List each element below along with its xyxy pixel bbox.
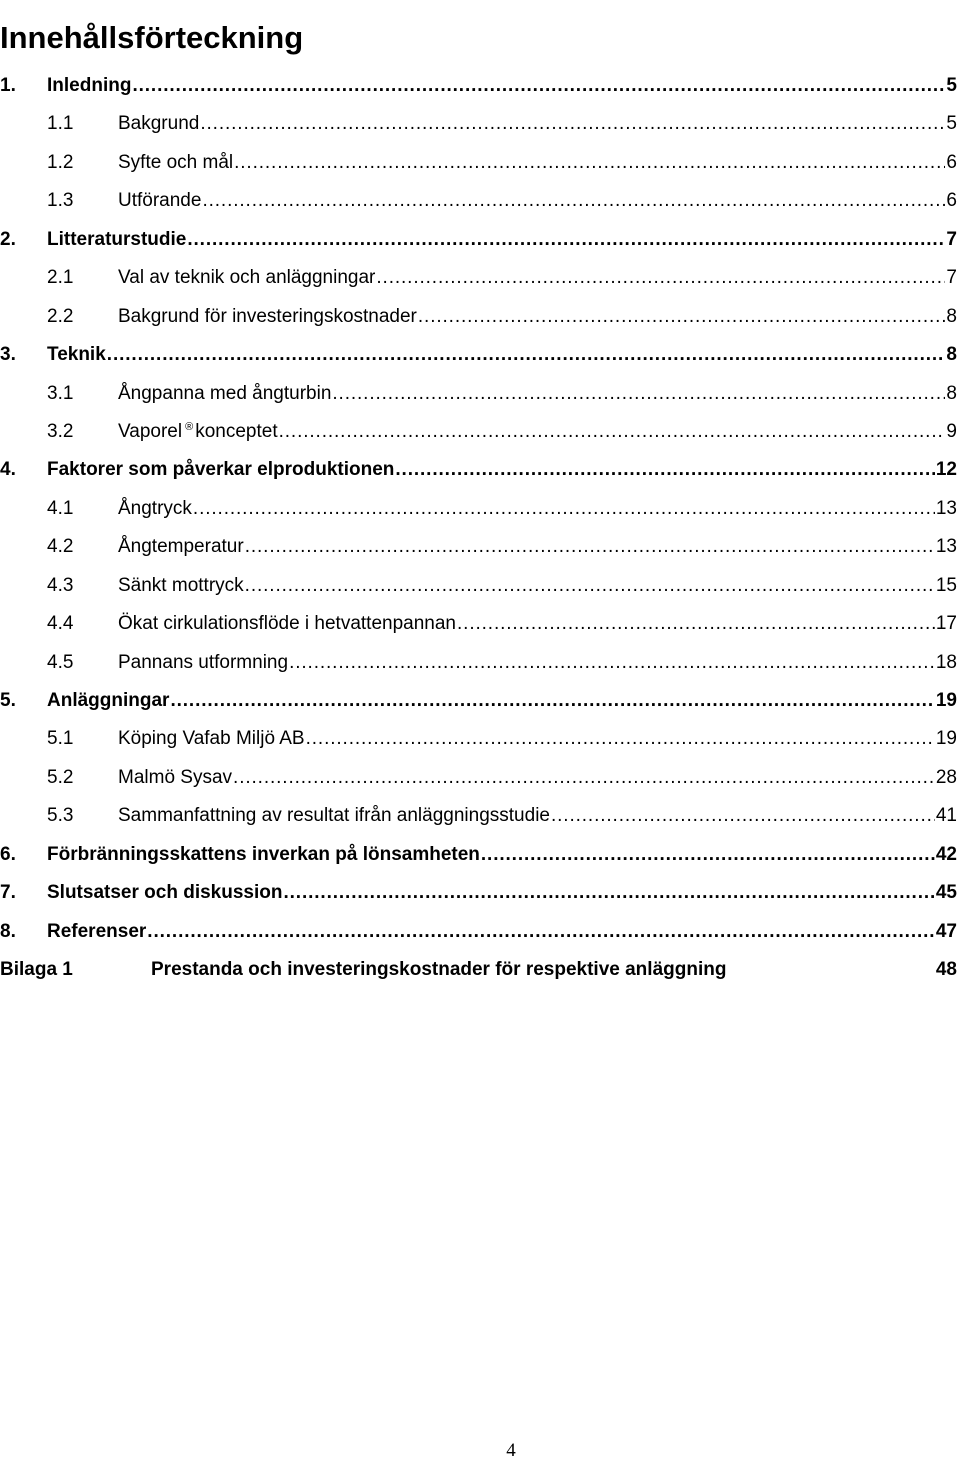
toc-entry-page-number: 7: [946, 228, 957, 250]
toc-section-entry[interactable]: [0, 644, 957, 682]
toc-entry-page-number: 12: [935, 459, 957, 481]
dot-leader: [170, 682, 934, 720]
toc-entry-number: 6.: [0, 843, 16, 865]
toc-entry-title-text: Slutsatser och diskussion: [47, 882, 283, 904]
toc-entry-title: [118, 413, 278, 451]
dot-leader: [245, 567, 935, 605]
dot-leader: [187, 221, 945, 259]
toc-entry-number: 8.: [0, 920, 16, 942]
toc-entry-page-number: 8: [946, 305, 957, 327]
dot-leader: [283, 874, 934, 912]
toc-entry-number: 4.2: [47, 536, 74, 558]
toc-section-entry[interactable]: [0, 605, 957, 643]
toc-section-entry[interactable]: [0, 298, 957, 336]
toc-section-entry[interactable]: [0, 567, 957, 605]
toc-entry-number: 2.1: [47, 267, 74, 289]
toc-entry-title-text: Sammanfattning av resultat ifrån anläggningsstudie: [118, 805, 550, 827]
toc-entry-page-number: 5: [946, 113, 957, 135]
toc-entry-page-number: 19: [935, 728, 957, 750]
toc-entry-title: [47, 682, 169, 720]
toc-chapter-entry[interactable]: [0, 67, 957, 105]
toc-entry-title: [118, 567, 244, 605]
toc-entry-number: 3.: [0, 344, 16, 366]
toc-entry-number: 4.3: [47, 574, 74, 596]
dot-leader: [289, 644, 935, 682]
toc-entry-title-text: Anläggningar: [47, 690, 170, 711]
toc-entry-number: 2.2: [47, 305, 74, 327]
toc-entry-page-number: 28: [935, 766, 957, 788]
toc-entry-title-text: Utförande: [118, 190, 202, 212]
dot-leader: [551, 797, 935, 835]
toc-entry-title: [118, 797, 550, 835]
toc-entry-number: 2.: [0, 228, 16, 250]
toc-section-entry[interactable]: [0, 528, 957, 566]
toc-entry-title-text: Syfte och mål: [118, 151, 234, 173]
toc-entry-page-number: 19: [935, 690, 957, 711]
toc-entry-title: [118, 259, 375, 297]
toc-entry-title: [47, 221, 186, 259]
toc-entry-page-number: 5: [946, 75, 957, 96]
table-of-contents: [0, 67, 957, 989]
toc-entry-title: [47, 913, 146, 951]
toc-section-entry[interactable]: [0, 413, 957, 451]
toc-entry-title: [118, 759, 232, 797]
dot-leader: [107, 336, 946, 374]
toc-entry-page-number: 6: [946, 190, 957, 212]
toc-entry-page-number: 9: [946, 420, 957, 442]
toc-entry-page-number: 47: [935, 920, 957, 942]
toc-section-entry[interactable]: [0, 375, 957, 413]
toc-entry-title-text: Vaporel: [118, 420, 183, 442]
toc-entry-number: 5.3: [47, 805, 74, 827]
toc-entry-title-text: Val av teknik och anläggningar: [118, 267, 376, 289]
toc-chapter-entry[interactable]: [0, 836, 957, 874]
dot-leader: [332, 375, 945, 413]
dot-leader: [132, 67, 945, 105]
toc-entry-title: [47, 874, 282, 912]
toc-entries: [0, 67, 957, 951]
toc-entry-title-text: Ångtryck: [118, 497, 192, 519]
toc-entry-title-text: Sänkt mottryck: [118, 574, 244, 596]
appendix-number: Bilaga 1: [0, 959, 73, 981]
toc-entry-title: [118, 605, 456, 643]
toc-entry-number: 7.: [0, 882, 16, 904]
dot-leader: [395, 451, 934, 489]
toc-chapter-entry[interactable]: [0, 874, 957, 912]
dot-leader: [200, 105, 945, 143]
toc-entry-page-number: 7: [946, 267, 957, 289]
toc-entry-title-text: Referenser: [47, 920, 147, 942]
toc-entry-title-text: Inledning: [47, 75, 132, 96]
toc-entry-title: [47, 451, 394, 489]
toc-entry-number: 3.1: [47, 382, 74, 404]
toc-entry-title-text: Ökat cirkulationsflöde i hetvattenpannan: [118, 613, 456, 635]
toc-entry-number: 1.1: [47, 113, 74, 135]
dot-leader: [233, 759, 935, 797]
toc-entry-page-number: 18: [935, 651, 957, 673]
toc-entry-title-text: Förbränningsskattens inverkan på lönsamheten: [47, 843, 480, 865]
toc-entry-title-text: Bakgrund: [118, 113, 200, 135]
toc-entry-title: [118, 720, 305, 758]
toc-appendix-entry[interactable]: [0, 951, 957, 989]
dot-leader: [245, 528, 935, 566]
dot-leader: [481, 836, 935, 874]
toc-entry-number: 4.1: [47, 497, 74, 519]
toc-entry-title: [118, 182, 201, 220]
dot-leader: [147, 913, 935, 951]
registered-mark: ®: [185, 420, 194, 433]
toc-entry-page-number: 45: [935, 882, 957, 904]
toc-chapter-entry[interactable]: [0, 682, 957, 720]
toc-entry-title-text: Pannans utformning: [118, 651, 289, 673]
dot-leader: [279, 413, 946, 451]
toc-entry-title: [118, 644, 288, 682]
toc-entry-title: [47, 836, 480, 874]
toc-chapter-entry[interactable]: [0, 451, 957, 489]
dot-leader: [376, 259, 945, 297]
toc-entry-page-number: 17: [935, 613, 957, 635]
toc-entry-title-text: Bakgrund för investeringskostnader: [118, 305, 417, 327]
toc-section-entry[interactable]: [0, 144, 957, 182]
appendix-title: Prestanda och investeringskostnader för respektive anläggning: [151, 959, 727, 981]
toc-section-entry[interactable]: [0, 797, 957, 835]
page-number: 4: [506, 1440, 516, 1461]
appendix-page-number: 48: [935, 959, 957, 981]
toc-entry-number: 5.: [0, 690, 16, 711]
toc-entry-title: [118, 528, 244, 566]
toc-entry-title-text: Teknik: [47, 344, 106, 366]
toc-entry-title-text: Faktorer som påverkar elproduktionen: [47, 459, 395, 481]
toc-entry-number: 5.2: [47, 766, 74, 788]
toc-section-entry[interactable]: [0, 182, 957, 220]
toc-entry-number: 4.: [0, 459, 16, 481]
dot-leader: [202, 182, 945, 220]
toc-entry-number: 1.3: [47, 190, 74, 212]
toc-entry-page-number: 8: [946, 344, 957, 366]
toc-entry-title: [118, 298, 417, 336]
toc-entry-number: 1.2: [47, 151, 74, 173]
toc-entry-page-number: 6: [946, 151, 957, 173]
toc-section-entry[interactable]: [0, 105, 957, 143]
toc-chapter-entry[interactable]: [0, 221, 957, 259]
toc-section-entry[interactable]: [0, 720, 957, 758]
dot-leader: [234, 144, 945, 182]
toc-entry-title-suffix: konceptet: [195, 420, 278, 442]
toc-entry-page-number: 15: [935, 574, 957, 596]
toc-chapter-entry[interactable]: [0, 336, 957, 374]
toc-chapter-entry[interactable]: [0, 913, 957, 951]
toc-entry-title: [118, 144, 233, 182]
toc-entry-title-text: Litteraturstudie: [47, 228, 187, 250]
toc-entry-page-number: 13: [935, 497, 957, 519]
toc-entry-number: 5.1: [47, 728, 74, 750]
toc-entry-number: 4.4: [47, 613, 74, 635]
dot-leader: [193, 490, 935, 528]
toc-entry-title: [118, 490, 192, 528]
toc-entry-number: 4.5: [47, 651, 74, 673]
page-title: Innehållsförteckning: [0, 19, 304, 55]
toc-section-entry[interactable]: [0, 759, 957, 797]
toc-entry-page-number: 8: [946, 382, 957, 404]
toc-section-entry[interactable]: [0, 259, 957, 297]
dot-leader: [306, 720, 935, 758]
toc-entry-title-text: Ångtemperatur: [118, 536, 244, 558]
toc-entry-title-text: Köping Vafab Miljö AB: [118, 728, 305, 750]
toc-entry-title: [47, 336, 106, 374]
toc-entry-number: 1.: [0, 75, 16, 96]
toc-entry-page-number: 13: [935, 536, 957, 558]
toc-entry-title: [47, 67, 131, 105]
toc-entry-title: [118, 375, 331, 413]
dot-leader: [457, 605, 935, 643]
toc-entry-title: [118, 105, 199, 143]
toc-entry-title-text: Ångpanna med ångturbin: [118, 382, 332, 404]
toc-entry-title-text: Malmö Sysav: [118, 766, 233, 788]
toc-entry-page-number: 41: [935, 805, 957, 827]
toc-entry-page-number: 42: [935, 843, 957, 865]
dot-leader: [418, 298, 946, 336]
toc-section-entry[interactable]: [0, 490, 957, 528]
toc-entry-number: 3.2: [47, 420, 74, 442]
